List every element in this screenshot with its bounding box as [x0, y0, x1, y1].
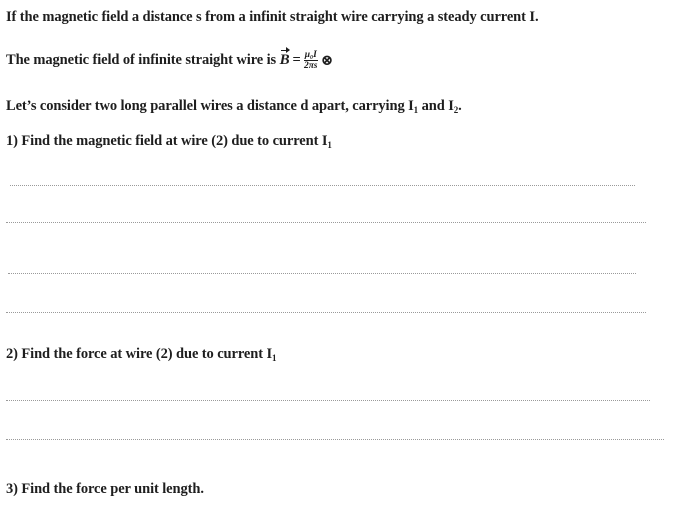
- formula-denominator: 2πs: [304, 61, 318, 71]
- answer-line-4[interactable]: [6, 312, 646, 313]
- vector-b: B: [279, 51, 290, 68]
- equals-sign: =: [292, 51, 301, 68]
- into-page-icon: ⊗: [320, 53, 334, 69]
- question-2-subscript: 1: [272, 353, 277, 363]
- formula-numerator: μ₀I: [304, 50, 317, 60]
- question-1: [6, 133, 332, 150]
- magnetic-field-formula: [280, 50, 334, 71]
- current-2-subscript: 2: [453, 105, 459, 115]
- magnetic-field-formula-line: [6, 50, 333, 71]
- consider-mid: and I: [418, 98, 454, 114]
- question-1-text: 1) Find the magnetic field at wire (2) due to current I: [6, 133, 328, 149]
- consider-suffix: .: [458, 98, 462, 114]
- answer-line-2[interactable]: [6, 222, 646, 223]
- two-wires-statement: [6, 98, 462, 115]
- answer-line-3[interactable]: [8, 273, 636, 274]
- answer-line-6[interactable]: [6, 439, 664, 440]
- formula-fraction: [304, 50, 318, 71]
- answer-line-1[interactable]: [10, 185, 635, 186]
- question-3: 3) Find the force per unit length.: [6, 481, 204, 497]
- problem-intro: If the magnetic field a distance s from a infinit straight wire carrying a steady current I.: [6, 9, 539, 25]
- question-1-subscript: 1: [327, 140, 332, 150]
- formula-line-text: The magnetic field of infinite straight wire is: [6, 51, 277, 68]
- question-2-text: 2) Find the force at wire (2) due to current I: [6, 346, 273, 362]
- answer-line-5[interactable]: [6, 400, 650, 401]
- question-2: [6, 346, 276, 363]
- consider-prefix: Let’s consider two long parallel wires a distance d apart, carrying I: [6, 98, 414, 114]
- current-1-subscript: 1: [413, 105, 419, 115]
